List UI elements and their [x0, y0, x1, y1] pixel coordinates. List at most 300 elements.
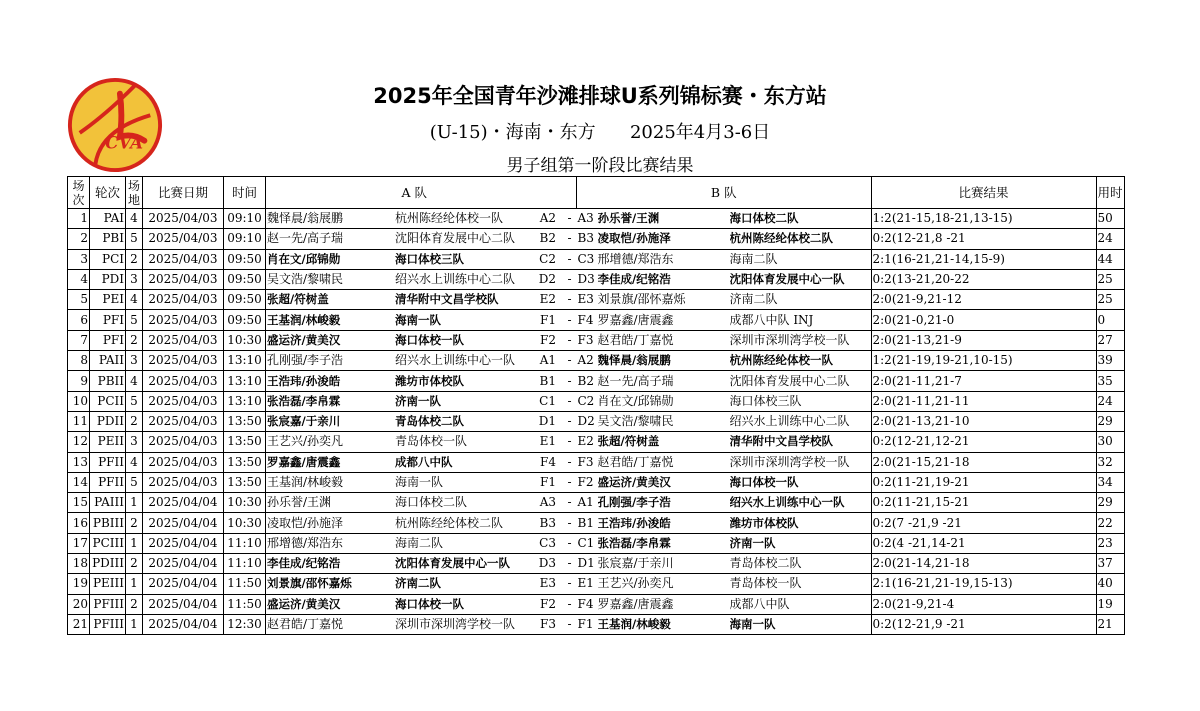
team-a-code: E2 [539, 292, 556, 307]
team-b-players: 赵君皓/丁嘉悦 [597, 332, 674, 347]
team-b-code: F3 [577, 332, 594, 347]
versus-dash: - [563, 351, 577, 371]
round: PAIII [90, 493, 126, 513]
team-a-code: A1 [539, 353, 556, 368]
round: PBII [90, 371, 126, 391]
match-date: 2025/04/03 [143, 391, 224, 411]
team-a-players: 王基润/林峻毅 [267, 312, 341, 327]
table-row [68, 310, 1125, 330]
match-duration: 32 [1096, 452, 1124, 472]
team-b [577, 351, 872, 371]
team-b [577, 594, 872, 614]
team-b [577, 209, 872, 229]
match-duration: 25 [1096, 290, 1124, 310]
court: 4 [126, 290, 143, 310]
court: 4 [126, 371, 143, 391]
match-result: 2:0(21-9,21-12 [871, 290, 1096, 310]
versus-dash: - [563, 269, 577, 289]
team-a [266, 229, 563, 249]
header-team-b: B 队 [577, 177, 872, 209]
team-a-players: 邢增德/郑浩东 [267, 535, 344, 550]
versus-dash: - [563, 310, 577, 330]
versus-dash: - [563, 371, 577, 391]
table-row [68, 594, 1125, 614]
match-date: 2025/04/03 [143, 229, 224, 249]
match-date: 2025/04/03 [143, 330, 224, 350]
team-b-players: 王浩玮/孙浚皓 [597, 515, 671, 530]
team-b [577, 574, 872, 594]
match-date: 2025/04/03 [143, 209, 224, 229]
team-b [577, 310, 872, 330]
team-b [577, 330, 872, 350]
match-no: 18 [68, 554, 90, 574]
round: PDII [90, 411, 126, 431]
team-b-code: D3 [577, 272, 595, 287]
team-a-code: B3 [539, 515, 556, 530]
header-date: 比赛日期 [143, 177, 224, 209]
team-b-code: E1 [577, 576, 594, 591]
team-a-players: 张宸嘉/于亲川 [267, 414, 341, 429]
match-duration: 34 [1096, 472, 1124, 492]
versus-dash: - [563, 472, 577, 492]
match-result: 2:0(21-11,21-7 [871, 371, 1096, 391]
page-subtitle: (U-15)・海南・东方 2025年4月3-6日 [429, 122, 771, 143]
match-date: 2025/04/03 [143, 310, 224, 330]
table-row [68, 554, 1125, 574]
team-b-club: 沈阳体育发展中心二队 [729, 373, 850, 388]
team-b [577, 411, 872, 431]
match-result: 0:2(13-21,20-22 [871, 269, 1096, 289]
team-b-code: F3 [577, 454, 594, 469]
match-result: 1:2(21-19,19-21,10-15) [871, 351, 1096, 371]
court: 4 [126, 209, 143, 229]
match-time: 10:30 [224, 513, 266, 533]
match-result: 0:2(7 -21,9 -21 [871, 513, 1096, 533]
match-date: 2025/04/03 [143, 290, 224, 310]
match-no: 17 [68, 533, 90, 553]
match-time: 13:10 [224, 391, 266, 411]
team-a-club: 沈阳体育发展中心二队 [395, 231, 516, 246]
match-no: 4 [68, 269, 90, 289]
court: 4 [126, 452, 143, 472]
versus-dash: - [563, 574, 577, 594]
team-a-club: 海口体校三队 [395, 251, 464, 266]
match-date: 2025/04/03 [143, 351, 224, 371]
court: 5 [126, 472, 143, 492]
team-a-club: 深圳市深圳湾学校一队 [395, 617, 516, 632]
team-a-club: 杭州陈经纶体校一队 [395, 211, 504, 226]
header-round: 轮次 [90, 177, 126, 209]
team-a-players: 罗嘉鑫/唐震鑫 [267, 454, 341, 469]
court: 3 [126, 351, 143, 371]
team-b-players: 罗嘉鑫/唐震鑫 [597, 596, 674, 611]
team-b-club: 沈阳体育发展中心一队 [729, 272, 845, 287]
team-b-club: 杭州陈经纶体校一队 [729, 353, 833, 368]
versus-dash: - [563, 513, 577, 533]
versus-dash: - [563, 493, 577, 513]
match-duration: 44 [1096, 249, 1124, 269]
team-a-players: 肖在文/邱锦勋 [267, 251, 341, 266]
table-row [68, 432, 1125, 452]
header-team-a: A 队 [266, 177, 563, 209]
match-result: 2:0(21-13,21-10 [871, 411, 1096, 431]
match-no: 19 [68, 574, 90, 594]
team-a-players: 盛运济/黄美汉 [267, 596, 341, 611]
team-b [577, 513, 872, 533]
team-a-club: 海南二队 [395, 535, 444, 550]
team-b [577, 269, 872, 289]
team-b [577, 614, 872, 634]
match-duration: 50 [1096, 209, 1124, 229]
team-b-players: 刘景旗/邵怀嘉烁 [597, 292, 686, 307]
versus-dash: - [563, 229, 577, 249]
court: 2 [126, 411, 143, 431]
match-result: 2:0(21-9,21-4 [871, 594, 1096, 614]
team-a-code: F4 [540, 454, 556, 469]
match-no: 8 [68, 351, 90, 371]
round: PDI [90, 269, 126, 289]
table-row [68, 614, 1125, 634]
match-date: 2025/04/04 [143, 533, 224, 553]
team-a-players: 赵一先/高子瑞 [267, 231, 344, 246]
team-a-players: 魏怿晨/翁展鹏 [267, 211, 344, 226]
court: 3 [126, 432, 143, 452]
team-a-code: D1 [538, 414, 556, 429]
header-duration: 用时 [1096, 177, 1124, 209]
round: PFII [90, 472, 126, 492]
team-a-players: 赵君皓/丁嘉悦 [267, 617, 344, 632]
match-date: 2025/04/04 [143, 513, 224, 533]
team-b-code: B3 [577, 231, 594, 246]
team-a [266, 574, 563, 594]
versus-dash: - [563, 594, 577, 614]
table-header-row [68, 177, 1125, 209]
match-result: 0:2(11-21,15-21 [871, 493, 1096, 513]
team-b-club: 深圳市深圳湾学校一队 [729, 332, 850, 347]
team-b [577, 391, 872, 411]
match-date: 2025/04/03 [143, 249, 224, 269]
team-a [266, 513, 563, 533]
match-no: 13 [68, 452, 90, 472]
team-a-code: E1 [539, 434, 556, 449]
versus-dash: - [563, 249, 577, 269]
team-b-code: E3 [577, 292, 594, 307]
team-a-code: C3 [539, 535, 556, 550]
match-date: 2025/04/04 [143, 493, 224, 513]
table-row [68, 371, 1125, 391]
table-row [68, 513, 1125, 533]
versus-dash: - [563, 452, 577, 472]
versus-dash: - [563, 330, 577, 350]
team-b-code: A2 [577, 353, 594, 368]
team-b-players: 凌取恺/孙施泽 [597, 231, 671, 246]
match-time: 09:10 [224, 229, 266, 249]
header-court: 场地 [126, 177, 143, 209]
team-a-club: 海口体校一队 [395, 596, 464, 611]
team-b-club: 青岛体校一队 [729, 576, 802, 591]
team-a-players: 张浩磊/李帛霖 [267, 393, 341, 408]
match-no: 11 [68, 411, 90, 431]
team-b-players: 张浩磊/李帛霖 [597, 535, 671, 550]
team-a-club: 济南二队 [395, 576, 441, 591]
match-duration: 29 [1096, 411, 1124, 431]
match-time: 13:50 [224, 411, 266, 431]
team-b-club: 海南一队 [729, 617, 776, 632]
match-time: 11:10 [224, 554, 266, 574]
team-a-club: 沈阳体育发展中心一队 [395, 556, 510, 571]
team-a-code: D3 [538, 556, 556, 571]
team-a-club: 海南一队 [395, 312, 441, 327]
court: 2 [126, 594, 143, 614]
team-a-club: 绍兴水上训练中心一队 [395, 353, 516, 368]
team-b-players: 孙乐誉/王渊 [597, 211, 660, 226]
table-row [68, 493, 1125, 513]
team-b-club: 绍兴水上训练中心二队 [729, 414, 850, 429]
match-date: 2025/04/03 [143, 371, 224, 391]
table-row [68, 391, 1125, 411]
team-a-club: 成都八中队 [395, 454, 453, 469]
match-duration: 19 [1096, 594, 1124, 614]
team-a [266, 594, 563, 614]
match-time: 11:50 [224, 594, 266, 614]
team-a-code: F2 [540, 596, 556, 611]
team-a [266, 269, 563, 289]
round: PFIII [90, 614, 126, 634]
round: PAII [90, 351, 126, 371]
team-b-players: 王艺兴/孙奕凡 [597, 576, 674, 591]
match-result: 2:1(16-21,21-14,15-9) [871, 249, 1096, 269]
page-title: 2025年全国青年沙滩排球U系列锦标赛・东方站 [373, 84, 827, 108]
team-a-players: 吴文浩/黎啸民 [267, 272, 344, 287]
team-a-players: 孔刚强/李子浩 [267, 353, 344, 368]
team-b-code: E2 [577, 434, 594, 449]
header-gap [563, 177, 577, 209]
team-b-code: F2 [577, 475, 594, 489]
team-b [577, 452, 872, 472]
match-duration: 35 [1096, 371, 1124, 391]
team-b-club: 成都八中队 INJ [729, 312, 814, 327]
versus-dash: - [563, 554, 577, 574]
match-result: 0:2(11-21,19-21 [871, 472, 1096, 492]
team-b-players: 邢增德/郑浩东 [597, 251, 674, 266]
team-a [266, 411, 563, 431]
versus-dash: - [563, 391, 577, 411]
round: PDIII [90, 554, 126, 574]
team-a-code: B2 [539, 231, 556, 246]
team-b-code: C3 [577, 251, 595, 266]
team-b-code: C1 [577, 535, 595, 550]
match-duration: 25 [1096, 269, 1124, 289]
versus-dash: - [563, 614, 577, 634]
match-time: 13:10 [224, 371, 266, 391]
match-duration: 29 [1096, 493, 1124, 513]
team-b-club: 海口体校三队 [729, 393, 802, 408]
match-duration: 21 [1096, 614, 1124, 634]
match-no: 10 [68, 391, 90, 411]
team-a-code: F2 [540, 332, 556, 347]
match-duration: 30 [1096, 432, 1124, 452]
table-row [68, 330, 1125, 350]
court: 5 [126, 229, 143, 249]
team-b-club: 清华附中文昌学校队 [729, 434, 833, 449]
team-b-players: 王基润/林峻毅 [597, 617, 671, 632]
match-duration: 40 [1096, 574, 1124, 594]
team-b-club: 深圳市深圳湾学校一队 [729, 454, 850, 469]
team-b-code: A3 [577, 211, 594, 226]
round: PEIII [90, 574, 126, 594]
cva-logo [66, 76, 164, 174]
team-b-players: 盛运济/黄美汉 [597, 475, 671, 489]
team-a-code: C2 [539, 251, 556, 266]
team-a-club: 潍坊市体校队 [395, 373, 464, 388]
team-a-code: D2 [538, 272, 556, 287]
table-row [68, 209, 1125, 229]
team-a [266, 330, 563, 350]
team-a-club: 济南一队 [395, 393, 441, 408]
team-a-players: 刘景旗/邵怀嘉烁 [267, 576, 352, 591]
team-a-players: 王浩玮/孙浚皓 [267, 373, 341, 388]
team-a-club: 海南一队 [395, 475, 444, 489]
team-b-club: 海口体校二队 [729, 211, 799, 226]
match-no: 9 [68, 371, 90, 391]
team-b-club: 绍兴水上训练中心一队 [729, 495, 845, 510]
match-date: 2025/04/03 [143, 432, 224, 452]
match-result: 2:1(16-21,21-19,15-13) [871, 574, 1096, 594]
team-b-code: D2 [577, 414, 595, 429]
team-a-club: 杭州陈经纶体校二队 [395, 515, 504, 530]
team-b-club: 海口体校一队 [729, 475, 799, 489]
table-row [68, 290, 1125, 310]
team-b [577, 229, 872, 249]
match-result: 0:2(4 -21,14-21 [871, 533, 1096, 553]
team-b [577, 371, 872, 391]
match-duration: 0 [1096, 310, 1124, 330]
match-duration: 24 [1096, 391, 1124, 411]
team-b-players: 吴文浩/黎啸民 [597, 414, 674, 429]
team-b [577, 472, 872, 492]
versus-dash: - [563, 290, 577, 310]
team-b-club: 济南一队 [729, 535, 776, 550]
court: 2 [126, 330, 143, 350]
team-a-code: C1 [539, 393, 556, 408]
match-duration: 37 [1096, 554, 1124, 574]
match-result: 2:0(21-13,21-9 [871, 330, 1096, 350]
header-match-no: 场次 [68, 177, 90, 209]
header-result: 比赛结果 [871, 177, 1096, 209]
table-row [68, 452, 1125, 472]
round: PEI [90, 290, 126, 310]
court: 3 [126, 269, 143, 289]
team-b-code: D1 [577, 556, 595, 571]
match-time: 09:50 [224, 269, 266, 289]
court: 1 [126, 614, 143, 634]
team-a-code: B1 [539, 373, 556, 388]
match-no: 5 [68, 290, 90, 310]
match-time: 13:50 [224, 472, 266, 492]
versus-dash: - [563, 432, 577, 452]
team-a-players: 李佳成/纪铭浩 [267, 556, 341, 571]
match-date: 2025/04/03 [143, 472, 224, 492]
team-b-players: 罗嘉鑫/唐震鑫 [597, 312, 674, 327]
versus-dash: - [563, 209, 577, 229]
team-a [266, 310, 563, 330]
table-row [68, 472, 1125, 492]
team-b-code: F4 [577, 312, 594, 327]
match-no: 14 [68, 472, 90, 492]
team-a [266, 533, 563, 553]
match-time: 09:50 [224, 249, 266, 269]
table-row [68, 229, 1125, 249]
court: 1 [126, 574, 143, 594]
team-b-club: 海南二队 [729, 251, 778, 266]
team-b [577, 432, 872, 452]
match-duration: 24 [1096, 229, 1124, 249]
round: PAI [90, 209, 126, 229]
results-table [67, 176, 1125, 635]
table-row [68, 249, 1125, 269]
team-a-players: 孙乐誉/王渊 [267, 495, 332, 510]
team-a [266, 493, 563, 513]
team-b-players: 张超/符树盖 [597, 434, 660, 449]
team-a-players: 盛运济/黄美汉 [267, 332, 341, 347]
team-a-club: 海口体校二队 [395, 495, 468, 510]
match-date: 2025/04/03 [143, 269, 224, 289]
match-result: 2:0(21-15,21-18 [871, 452, 1096, 472]
match-result: 0:2(12-21,8 -21 [871, 229, 1096, 249]
match-date: 2025/04/03 [143, 452, 224, 472]
team-b-club: 杭州陈经纶体校二队 [729, 231, 833, 246]
table-row [68, 411, 1125, 431]
match-no: 12 [68, 432, 90, 452]
match-no: 3 [68, 249, 90, 269]
match-result: 0:2(12-21,12-21 [871, 432, 1096, 452]
team-a-code: A3 [539, 495, 556, 510]
match-no: 16 [68, 513, 90, 533]
match-date: 2025/04/04 [143, 554, 224, 574]
team-a-players: 王艺兴/孙奕凡 [267, 434, 344, 449]
court: 2 [126, 513, 143, 533]
match-no: 1 [68, 209, 90, 229]
versus-dash: - [563, 533, 577, 553]
court: 2 [126, 554, 143, 574]
team-a [266, 351, 563, 371]
stage-title: 男子组第一阶段比赛结果 [506, 156, 694, 176]
match-result: 2:0(21-11,21-11 [871, 391, 1096, 411]
match-duration: 23 [1096, 533, 1124, 553]
round: PFI [90, 330, 126, 350]
round: PFII [90, 452, 126, 472]
team-b-code: B2 [577, 373, 594, 388]
match-no: 21 [68, 614, 90, 634]
team-a-club: 绍兴水上训练中心二队 [395, 272, 516, 287]
versus-dash: - [563, 411, 577, 431]
match-time: 09:50 [224, 310, 266, 330]
round: PCI [90, 249, 126, 269]
match-time: 11:50 [224, 574, 266, 594]
round: PBI [90, 229, 126, 249]
match-result: 1:2(21-15,18-21,13-15) [871, 209, 1096, 229]
team-a [266, 472, 563, 492]
court: 5 [126, 310, 143, 330]
match-time: 13:50 [224, 432, 266, 452]
match-result: 2:0(21-0,21-0 [871, 310, 1096, 330]
team-b-club: 潍坊市体校队 [729, 515, 799, 530]
team-b-players: 李佳成/纪铭浩 [597, 272, 671, 287]
team-b [577, 493, 872, 513]
team-b-players: 张宸嘉/于亲川 [597, 556, 674, 571]
match-no: 2 [68, 229, 90, 249]
team-b-club: 成都八中队 [729, 596, 790, 611]
